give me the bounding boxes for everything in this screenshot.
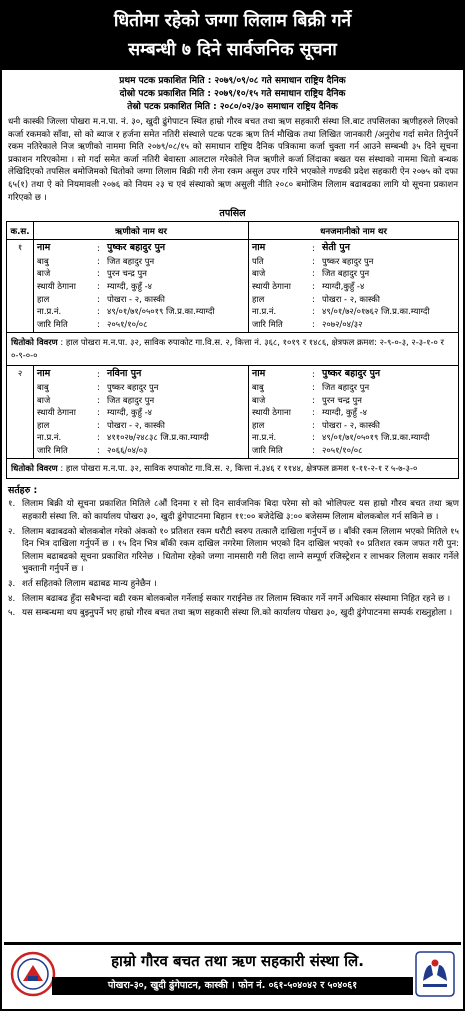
field-separator: : [312,381,315,392]
field-label: जारि मिति [252,318,283,329]
field-value: पोखरा - २, कास्की [322,419,380,430]
collateral-row [7,333,459,366]
notice-footer [4,942,461,1007]
row-serial: १ [7,240,34,333]
field-separator: : [312,280,315,291]
publication-date-1: प्रथम पटक प्रकाशित मिति : २०७९/०९/०८ गते समाधान राष्ट्रिय दैनिक [119,76,346,86]
field-label: बाजे [37,268,51,279]
notice-title-line1: धितोमा रहेको जग्गा लिलाम बिक्री गर्ने [113,11,352,31]
field-value: जित बहादुर पुन [107,255,155,266]
field-label: नाम [252,368,266,380]
field-value: जित बहादुर पुन [107,394,155,405]
term-item [8,593,459,606]
notice-body-paragraph: धनी कास्की जिल्ला पोखरा म.न.पा. नं. ३०, खुदी ढुंगेपाटन स्थित हाम्रो गौरव बचत तथा ऋण सहकारी संस्था लि.बाट तपसिलका ऋणीहरुले लिएको कर्जा रकमको साँवा, सो को ब्याज र हर्जना समेत नतिरी संस्थाले पटक पटक ऋण तिर्न मौखिक तथा लिखित जानकारी /अनुरोध गर्दा समेत तिर्नुपर्ने रकम नतिरेकाले निज ऋणीको नाममा मिति २०७९/०८/१५ को समाधान राष्ट्रिय दैनिक पत्रिकामा कर्जा चुक्ता गर्न आउने सम्बन्धी ३५ दिने सूचना प्रकाशन गरिएकोमा । सो गर्दा समेत कर्जा नतिरी बेवास्ता आलटाल गरेकोले निज ऋणीले कर्जा लिंदाका बखत यस संस्थाको नाममा धितो बन्धक लेखिदिएको तपसिल बमोजिमको धितोको जग्गा लिलाम बिक्री गरी लेना रकम असुल उपर गरिने भएकोले गण्डकी प्रदेश सहकारी ऐन २०७५ को दफा ६५(१) तथा ऐ को नियमावली २०७६ को नियम २३ च एवं संस्थाको ऋण असुली नीति २०८० बमोजिम लिलाम बढाबढका लागि यो सूचना प्रकाशन गरिएको छ । [8,117,458,203]
field-value: पुष्कर बहादुर पुन [322,368,381,380]
term-number: ५. [8,608,16,619]
term-number: ३. [8,579,16,590]
field-separator: : [312,407,315,418]
field-separator: : [97,243,100,254]
field-label: बाजे [252,268,266,279]
publication-date-2: दोस्रो पटक प्रकाशित मिति : २०७९/१०/१५ गते समाधान राष्ट्रिय दैनिक [119,89,346,99]
guarantor-details [252,242,455,330]
terms-title: सर्तहरु : [8,485,38,497]
field-value: पोखरा - २, कास्की [322,293,380,304]
field-separator: : [312,432,315,443]
table-header-row [7,222,459,240]
field-separator: : [97,318,100,329]
collateral-detail [7,333,459,366]
schedule-title: तपसिल [219,208,246,220]
field-separator: : [97,444,100,455]
field-separator: : [312,255,315,266]
term-item [8,607,459,620]
field-label: हाल [37,293,50,304]
field-label: हाल [252,419,265,430]
header-serial: क.स. [7,222,34,240]
field-separator: : [97,407,100,418]
field-separator: : [97,293,100,304]
field-value: पोखरा - २, कास्की [107,419,165,430]
term-text: लिलाम बढाबढ हुँदा सबैभन्दा बढी रकम बोलकबोल गर्नेलाई सकार गराईनेछ तर लिलाम स्विकार गर्ने नगर्ने अधिकार संस्थामा निहित रहने छ । [22,593,451,604]
field-separator: : [97,394,100,405]
field-separator: : [97,381,100,392]
field-label: ना.प्र.नं. [37,432,62,443]
field-value: जित बहादुर पुन [322,268,370,279]
table-row [7,240,459,333]
cooperative-seal-icon [10,951,56,997]
term-number: १. [8,499,16,510]
field-label: स्थायी ठेगाना [252,280,291,291]
notice-header [2,2,463,70]
field-label: बाजे [252,394,266,405]
field-value: ४९/०१/७२/०१७६२ जि.प्र.का.म्याग्दी [322,306,430,317]
field-label: पति [252,255,264,266]
field-value: म्याग्दी, कुहुँ -४ [322,407,367,418]
field-label: स्थायी ठेगाना [252,407,291,418]
field-value: पुरन चन्द्र पुन [107,268,147,279]
field-separator: : [312,318,315,329]
term-item [8,498,459,523]
borrower-cell [34,240,249,333]
field-value: २०६६/०४/०३ [107,444,148,455]
field-value: २०५१/१०/०८ [322,444,363,455]
field-value: पुष्कर बहादुर पुन [107,242,166,254]
header-borrower: ऋणीको नाम थर [34,222,249,240]
borrower-cell [34,366,249,459]
publication-date-3: तेस्रो पटक प्रकाशित मिति : २०८०/०२/३० समाधान राष्ट्रिय दैनिक [127,102,338,112]
field-label: ना.प्र.नं. [252,306,277,317]
term-number: २. [8,526,16,537]
field-label: नाम [37,242,51,254]
field-value: पुष्कर बहादुर पुन [322,255,374,266]
field-label: हाल [37,419,50,430]
publication-dates [2,70,463,116]
organization-address: पोखरा-३०, खुदी ढुंगेपाटन, कास्की । फोन नं. ०६१-५०४०४२ र ५०४०६१ [52,977,413,995]
guarantor-details [252,368,455,456]
term-number: ४. [8,593,16,604]
term-item [8,526,459,576]
term-text: लिलाम बढाबढको बोलकबोल गरेको अंकको १० प्रतिशत रकम धरौटी स्वरुप तत्कालै दाखिला गर्नुपर्ने छ । बाँकी रकम लिलाम भएको मितिले १५ दिन भित्र दाखिला गर्नुपर्ने छ । १५ दिन भित्र बाँकी रकम दाखिल नगरेमा लिलाम भएको दिन दाखिल भएको १० प्रतिशत रकम जफत गरी पुन: लिलाम बढाबढको सूचना प्रकाशित गरिनेछ । धितोमा रहेको जग्गा नामसारी गरी लिदा लाग्ने सम्पूर्ण रजिस्ट्रेशन र लाभकर लिलाम सकार गर्नेले भुक्तानी गर्नुपर्ने छ । [22,526,459,575]
field-separator: : [97,432,100,443]
field-label: स्थायी ठेगाना [37,280,76,291]
collateral-text: : हाल पोखरा म.न.पा. ३२, साविक रुपाकोट गा.वि.स. २, कित्ता नं.३४६ र ११४४, क्षेत्रफल क्रमश १-११-२-१ र ५-७-३-० [60,463,418,474]
guarantor-cell [249,366,459,459]
field-separator: : [312,444,315,455]
field-value: म्याग्दी,कुहुँ -४ [322,280,365,291]
field-value: सेती पुन [322,242,350,254]
field-value: पोखरा - २, कास्की [107,293,165,304]
notice-title-line2: सम्बन्धी ७ दिने सार्वजनिक सूचना [128,40,337,60]
collateral-detail [7,459,459,479]
field-separator: : [97,255,100,266]
field-separator: : [97,268,100,279]
field-separator: : [312,243,315,254]
field-value: २०५१/१०/०८ [107,318,148,329]
field-label: बाबु [37,381,49,392]
collateral-label: धितोको विवरण [11,337,58,348]
field-separator: : [312,268,315,279]
field-value: जित बहादुर पुन [322,381,370,392]
field-separator: : [312,306,315,317]
field-label: ना.प्र.नं. [252,432,277,443]
field-separator: : [97,369,100,380]
field-label: नाम [252,242,266,254]
terms-section [2,479,463,619]
field-label: बाबु [37,255,49,266]
collateral-label: धितोको विवरण [11,463,58,474]
table-row [7,366,459,459]
field-label: बाबु [252,381,264,392]
field-label: जारि मिति [252,444,283,455]
field-label: स्थायी ठेगाना [37,407,76,418]
field-value: ४९/०१/७१/०५०१९ जि.प्र.का.म्याग्दी [322,432,430,443]
field-label: हाल [252,293,265,304]
field-label: जारि मिति [37,318,68,329]
term-item [8,578,459,591]
field-separator: : [312,369,315,380]
field-value: पुरन चन्द्र पुन [322,394,362,405]
header-guarantor: धनजमानीको नाम थर [249,222,459,240]
field-value: नविना पुन [107,368,142,380]
field-value: ४९/०१/७१/०५०१९ जि.प्र.का.म्याग्दी [107,306,215,317]
guarantor-cell [249,240,459,333]
field-value: २०७२/०४/३२ [322,318,363,329]
field-label: ना.प्र.नं. [37,306,62,317]
organization-name: हाम्रो गौरव बचत तथा ऋण सहकारी संस्था लि. [111,952,364,970]
term-text: यस सम्बन्धमा थप बुझ्नुपर्ने भए हाम्रो गौरव बचत तथा ऋण सहकारी संस्था लि.को कार्यालय पोखरा ३०, खुदी ढुंगेपाटनमा सम्पर्क राख्नुहोला । [22,608,453,619]
field-separator: : [312,293,315,304]
field-value: म्याग्दी, कुहुँ -४ [107,407,152,418]
schedule-table [6,221,459,479]
field-value: म्याग्दी, कुहुँ -४ [107,280,152,291]
hands-logo-icon [415,951,455,997]
field-separator: : [312,419,315,430]
collateral-row [7,459,459,479]
field-label: बाजे [37,394,51,405]
field-value: पुष्कर बहादुर पुन [107,381,159,392]
field-separator: : [97,280,100,291]
field-separator: : [312,394,315,405]
field-value: ४११०२७/२४८३८ जि.प्र.का.म्याग्दी [107,432,209,443]
borrower-details [37,368,245,456]
row-serial: २ [7,366,34,459]
term-text: लिलाम बिक्री यो सूचना प्रकाशित मितिले ८औं दिनमा र सो दिन सार्वजनिक बिदा परेमा सो को भोलिपल्ट यस हाम्रो गौरव बचत तथा ऋण सहकारी संस्था लि. को कार्यालय पोखरा ३०, खुदी ढुंगेपाटनमा बिहान ११:०० बजेदेखि ३:०० बजेसम्म लिलाम बोलकबोल गर्न सकिने छ । [22,499,459,523]
field-separator: : [97,419,100,430]
field-label: जारि मिति [37,444,68,455]
term-text: शर्त सहितको लिलाम बढाबढ मान्य हुनेछैन । [22,579,157,590]
field-label: नाम [37,368,51,380]
borrower-details [37,242,245,330]
field-separator: : [97,306,100,317]
collateral-text: : हाल पोखरा म.न.पा. ३२, साविक रुपाकोट गा.वि.स. २, कित्ता नं. ३६८, १०१९ र १४८६, क्षेत्रफल क्रमश: २-९-०-३, २-३-१-० र ०-९-०-० [11,337,444,361]
